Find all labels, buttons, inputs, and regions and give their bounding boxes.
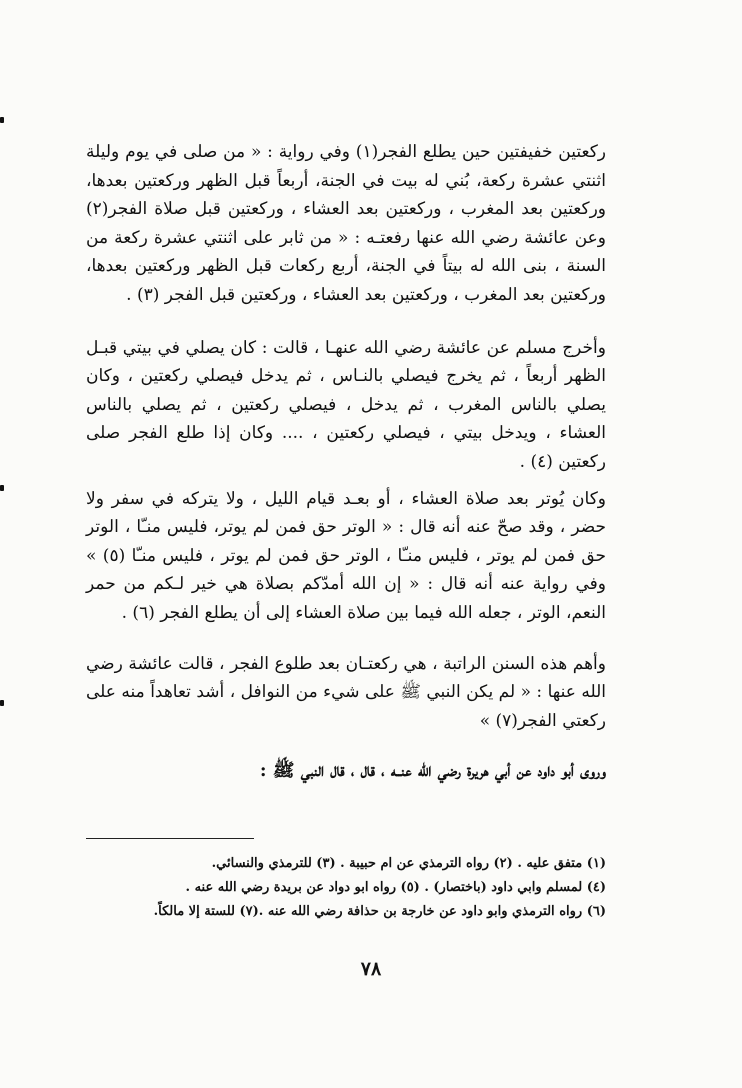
footnote-line-3: (٦) رواه الترمذي وابو داود عن خارجة بن حذافة رضي الله عنه .(٧) للستة إلا مالكاً.: [153, 904, 606, 919]
scan-mark: [0, 700, 4, 706]
main-text: [86, 130, 606, 786]
paragraph-2: وأخرج مسلم عن عائشة رضي الله عنهـا ، قالت : كان يصلي في بيتي قبـل الظهر أربعاً ، ثم يخرج فيصلي بالنـاس ، ثم يدخل فيصلي ركعتين ، وكان يصلي بالناس المغرب ، ثم يدخل ، فيصلي ركعتين ، ثم يصلي بالناس العشاء ، ويدخل بيتي ، فيصلي ركعتين ، .... وكان إذا طلع الفجر صلى ركعتين (٤) .: [86, 337, 606, 472]
footnote-line-1: (١) متفق عليه . (٢) رواه الترمذي عن ام حبيبة . (٣) للترمذي والنسائي.: [211, 856, 606, 871]
page-number: ٧٨: [360, 958, 382, 980]
scan-mark: [0, 117, 4, 123]
paragraph-1: ركعتين خفيفتين حين يطلع الفجر(١) وفي رواية : « من صلى في يوم وليلة اثنتي عشرة ركعة، بُني له بيت في الجنة، أربعاً قبل الظهر وركعتين بعدها، وركعتين بعد المغرب ، وركعتين بعد العشاء ، وركعتين قبل صلاة الفجر(٢) وعن عائشة رضي الله عنها رفعتـه : « من ثابر على اثنتي عشرة ركعة من السنة ، بنى الله له بيتاً في الجنة، أربع ركعات قبل الظهر وركعتين بعدها، وركعتين بعد المغرب ، وركعتين بعد العشاء ، وركعتين قبل الفجر (٣) .: [86, 142, 607, 305]
footnotes: [86, 852, 606, 924]
paragraph-3: وكان يُوتر بعد صلاة العشاء ، أو بعـد قيام الليل ، ولا يتركه في سفر ولا حضر ، وقد صحّ عنه أنه قال : « الوتر حق فمن لم يوتر، فليس منـّا ، الوتر حق فمن لم يوتر ، فليس منـّا ، الوتر حق فمن لم يوتر ، فليس منـّا (٥) » وفي رواية عنه أنه قال : « إن الله أمدّكم بصلاة هي خير لـكم من حمر النعم، الوتر ، جعله الله فيما بين صلاة العشاء إلى أن يطلع الفجر (٦) .: [86, 488, 607, 623]
scan-mark: [0, 485, 4, 491]
footnote-line-2: (٤) لمسلم وابي داود (باختصار) . (٥) رواه ابو دواد عن بريدة رضي الله عنه .: [185, 880, 606, 895]
paragraph-5: وروى أبو داود عن أبي هريرة رضي الله عنــه ، قال ، قال النبي ﷺ :: [259, 760, 606, 782]
footnote-divider: [86, 838, 254, 839]
paragraph-4: وأهم هذه السنن الراتبة ، هي ركعتـان بعد طلوع الفجر ، قالت عائشة رضي الله عنها : « لم يكن النبي ﷺ على شيء من النوافل ، أشد تعاهداً منه على ركعتي الفجر(٧) »: [86, 653, 606, 731]
